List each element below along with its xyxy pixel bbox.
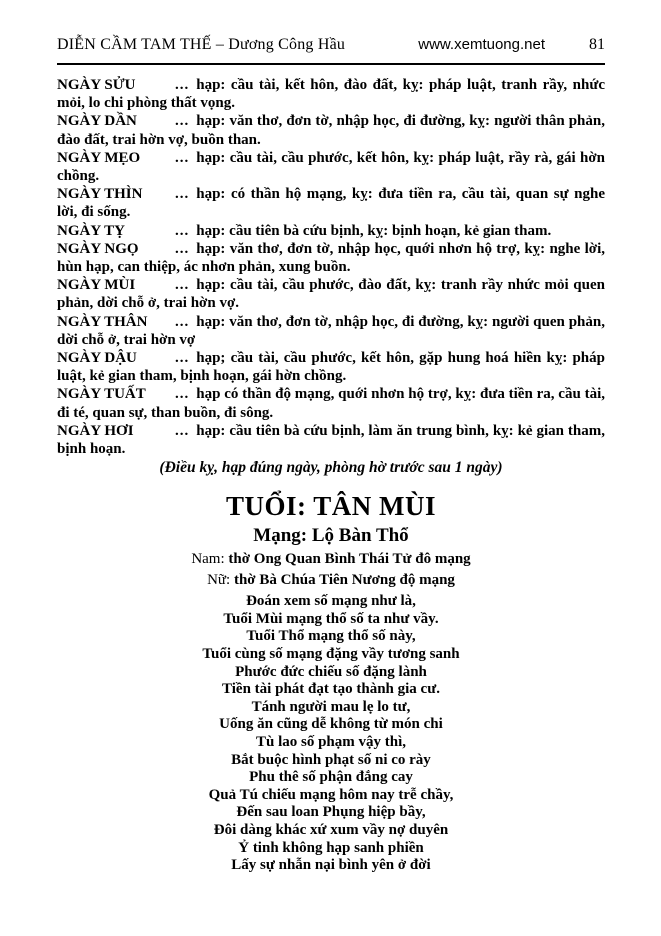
entry-dots: ... — [175, 422, 190, 439]
header-right — [418, 36, 605, 54]
day-label: NGÀY MÙI — [57, 277, 136, 294]
day-label: NGÀY THÌN — [57, 186, 143, 203]
day-entry — [57, 185, 605, 221]
entry-dots: ... — [175, 277, 190, 294]
poem-line: Tù lao số phạm vậy thì, — [255, 734, 407, 751]
destiny-poem — [57, 593, 605, 875]
element-line: Mạng: Lộ Bàn Thổ — [253, 525, 409, 547]
day-label: NGÀY DẬU — [57, 350, 137, 367]
poem-line: Bắt buộc hình phạt số ni co rày — [231, 751, 431, 768]
age-title: TUỔI: TÂN MÙI — [225, 491, 436, 522]
day-label: NGÀY NGỌ — [57, 240, 139, 257]
female-text: thờ Bà Chúa Tiên Nương độ mạng — [233, 572, 455, 589]
day-entry — [57, 112, 605, 148]
poem-line: Phu thê số phận đắng cay — [249, 769, 413, 786]
male-text: thờ Ong Quan Bình Thái Tử đô mạng — [228, 551, 471, 568]
website-url: www.xemtuong.net — [418, 36, 545, 53]
day-label: NGÀY THÂN — [57, 313, 148, 330]
poem-line: Tuổi Thổ mạng thổ số này, — [246, 628, 416, 645]
poem-line: Lấy sự nhẫn nại bình yên ở đời — [231, 857, 431, 874]
entry-text: hạp: văn thơ, đơn tờ, nhập học, đi đường, kỵ: người thân phản, đào đất, trai hờn vợ, buồn than. — [57, 113, 605, 148]
poem-line: Đôi dàng khác xứ xum vầy nợ duyên — [213, 821, 449, 838]
entry-text: hạp: văn thơ, đơn tờ, nhập học, đi đường, kỵ: người quen phản, dời chỗ ở, trai hờn vợ — [57, 313, 605, 348]
day-label: NGÀY TỴ — [57, 222, 125, 239]
poem-line: Uống ăn cũng dễ không từ món chi — [219, 716, 443, 733]
female-worship-line — [57, 571, 605, 589]
day-entry — [57, 222, 605, 240]
day-entry — [57, 149, 605, 185]
male-worship-line — [57, 550, 605, 568]
day-entry — [57, 76, 605, 112]
day-label: NGÀY SỬU — [57, 77, 136, 93]
note-line: (Điều kỵ, hạp đúng ngày, phòng hờ trước sau 1 ngày) — [159, 459, 503, 477]
poem-line: Quả Tú chiếu mạng hôm nay trễ chầy, — [208, 786, 454, 803]
day-label: NGÀY HƠI — [57, 422, 134, 439]
day-label: NGÀY MẸO — [57, 149, 141, 166]
day-entries-list — [57, 76, 605, 458]
entry-text: hạp: có thần hộ mạng, kỵ: đưa tiền ra, cầu tài, quan sự nghe lời, đi sống. — [57, 186, 605, 221]
poem-line: Đoán xem số mạng như là, — [246, 593, 416, 610]
entry-text: hạp: văn thơ, đơn tờ, nhập học, quới nhơn hộ trợ, kỵ: nghe lời, hùn hạp, can thiệp, ác nhơn phản, xung buồn. — [57, 240, 605, 276]
entry-dots: ... — [175, 240, 190, 257]
page-header — [57, 36, 605, 65]
poem-line: Tuổi Mùi mạng thổ số ta như vầy. — [223, 610, 439, 627]
entry-text: hạp: cầu tiên bà cứu bịnh, làm ăn trung bình, kỵ: kẻ gian tham, bịnh hoạn. — [57, 422, 605, 458]
entry-dots: ... — [175, 149, 190, 166]
poem-line: Tiền tài phát đạt tạo thành gia cư. — [222, 681, 440, 698]
poem-line: Tánh người mau lẹ lo tư, — [251, 698, 411, 715]
poem-line: Ỷ tinh không hạp sanh phiền — [238, 839, 424, 856]
entry-dots: ... — [175, 313, 190, 330]
page-number: 81 — [589, 36, 605, 53]
poem-line: Đến sau loan Phụng hiệp bầy, — [236, 804, 426, 821]
entry-dots: ... — [175, 77, 190, 93]
entry-dots: ... — [175, 113, 190, 130]
day-entry — [57, 276, 605, 312]
day-entry — [57, 313, 605, 349]
day-entry — [57, 422, 605, 458]
day-entry — [57, 349, 605, 385]
poem-line: Phước đức chiếu số đặng lành — [235, 663, 427, 680]
entry-text: hạp: cầu tài, cầu phước, kết hôn, kỵ: pháp luật, rầy rà, gái hờn chồng. — [57, 149, 605, 185]
female-label: Nữ: — [207, 572, 234, 589]
entry-text: hạp có thần độ mạng, quới nhơn hộ trợ, kỵ: đưa tiền ra, cầu tài, đi té, quan sự, than buồn, đi sông. — [57, 386, 605, 421]
day-entry — [57, 385, 605, 421]
entry-dots: ... — [175, 222, 190, 239]
book-title: DIỄN CẦM TAM THẾ – Dương Công Hầu — [57, 36, 346, 53]
entry-text: hạp: cầu tiên bà cứu bịnh, kỵ: bịnh hoạn, kẻ gian tham. — [196, 222, 552, 239]
entry-dots: ... — [175, 350, 190, 367]
day-label: NGÀY DẦN — [57, 113, 137, 130]
male-label: Nam: — [191, 551, 229, 568]
entry-text: hạp: cầu tài, cầu phước, đào đất, kỵ: tranh rầy nhức mỏi quen phản, dời chỗ ở, trai hờn vợ. — [57, 277, 605, 312]
poem-line: Tuổi cùng số mạng đặng vầy tương sanh — [202, 646, 460, 663]
entry-text: hạp: cầu tài, kết hôn, đào đất, kỵ: pháp luật, tranh rầy, nhức mỏi, lo chi phòng thất vọng. — [57, 77, 605, 112]
entry-dots: ... — [175, 386, 190, 403]
entry-dots: ... — [175, 186, 190, 203]
entry-text: hạp; cầu tài, cầu phước, kết hôn, gặp hung hoá hiền kỵ: pháp luật, kẻ gian tham, bịnh hoạn, gái hờn chồng. — [57, 350, 605, 385]
day-entry — [57, 240, 605, 276]
day-label: NGÀY TUẤT — [57, 386, 146, 403]
